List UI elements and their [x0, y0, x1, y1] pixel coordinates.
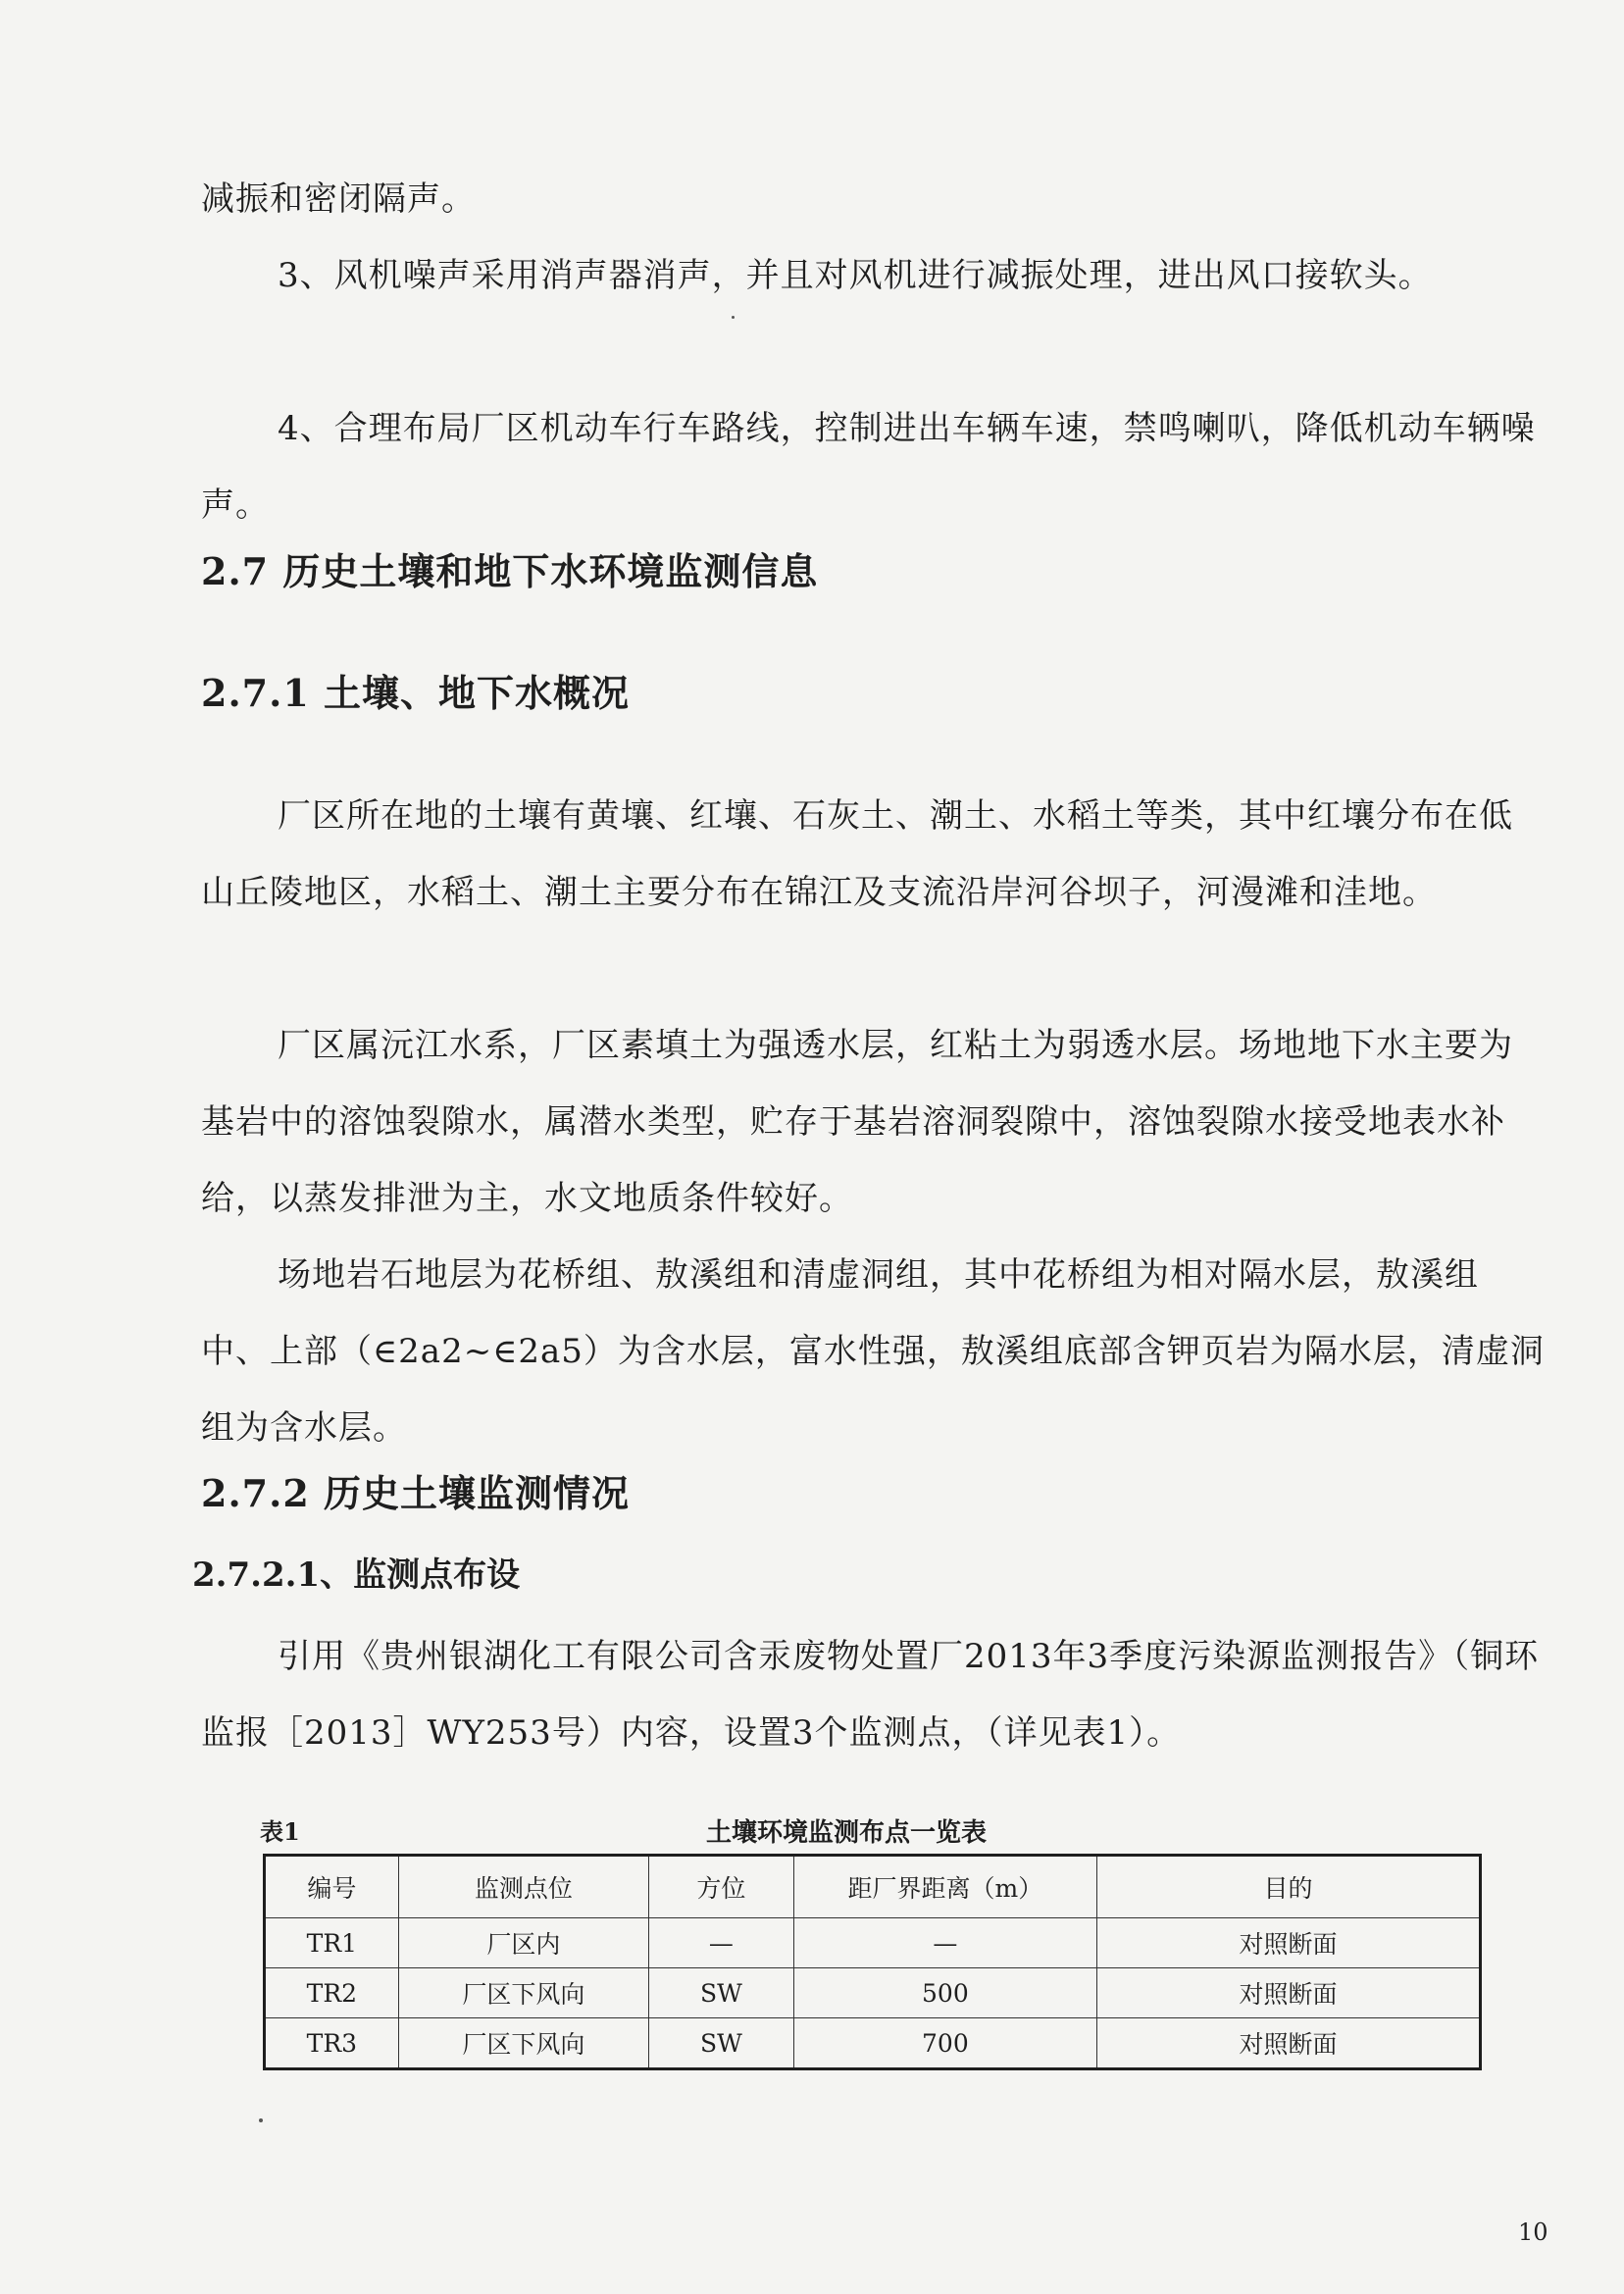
cell-id: TR1	[265, 1918, 399, 1968]
table-row	[265, 2018, 1481, 2069]
cell-direction: SW	[649, 1968, 794, 2018]
paragraph-noise-end: 减振和密闭隔声。	[201, 179, 476, 219]
cell-purpose: 对照断面	[1097, 1918, 1481, 1968]
cell-location: 厂区内	[398, 1918, 648, 1968]
cell-purpose: 对照断面	[1097, 2018, 1481, 2069]
paragraph-rock-strata: 场地岩石地层为花桥组、敖溪组和清虚洞组，其中花桥组为相对隔水层，敖溪组中、上部（∈2a2~∈2a5）为含水层，富水性强，敖溪组底部含钾页岩为隔水层，清虚洞组为含水层。	[201, 1255, 1545, 1448]
table-label: 表1	[260, 1817, 300, 1846]
cell-id: TR3	[265, 2018, 399, 2069]
section-heading-2-7-1: 2.7.1 土壤、地下水概况	[201, 671, 631, 715]
paragraph-fan-noise: 3、风机噪声采用消声器消声，并且对风机进行减振处理，进出风口接软头。	[278, 256, 1433, 295]
table-row	[265, 1918, 1481, 1968]
cell-direction: SW	[649, 2018, 794, 2069]
header-direction: 方位	[649, 1856, 794, 1918]
paragraph-vehicle-noise: 4、合理布局厂区机动车行车路线，控制进出车辆车速，禁鸣喇叭，降低机动车辆噪声。	[201, 409, 1536, 525]
cell-location: 厂区下风向	[398, 1968, 648, 2018]
cell-location: 厂区下风向	[398, 2018, 648, 2069]
stray-mark	[732, 316, 735, 319]
cell-purpose: 对照断面	[1097, 1968, 1481, 2018]
header-id: 编号	[265, 1856, 399, 1918]
cell-distance: 500	[793, 1968, 1096, 2018]
page-number: 10	[1518, 2218, 1548, 2246]
soil-monitoring-table	[263, 1854, 1482, 2070]
section-heading-2-7-2-1: 2.7.2.1、监测点布设	[192, 1555, 521, 1595]
table-title: 土壤环境监测布点一览表	[705, 1818, 987, 1848]
cell-distance: —	[793, 1918, 1096, 1968]
header-distance: 距厂界距离（m）	[793, 1856, 1096, 1918]
cell-distance: 700	[793, 2018, 1096, 2069]
paragraph-monitoring-points: 引用《贵州银湖化工有限公司含汞废物处置厂2013年3季度污染源监测报告》（铜环监报［2013］WY253号）内容，设置3个监测点，（详见表1）。	[201, 1637, 1540, 1753]
header-purpose: 目的	[1097, 1856, 1481, 1918]
table-header-row	[265, 1856, 1481, 1918]
table-row	[265, 1968, 1481, 2018]
stray-mark	[259, 2118, 263, 2122]
section-heading-2-7: 2.7 历史土壤和地下水环境监测信息	[201, 549, 819, 593]
cell-id: TR2	[265, 1968, 399, 2018]
header-location: 监测点位	[398, 1856, 648, 1918]
cell-direction: —	[649, 1918, 794, 1968]
paragraph-soil-types: 厂区所在地的土壤有黄壤、红壤、石灰土、潮土、水稻土等类，其中红壤分布在低山丘陵地区，水稻土、潮土主要分布在锦江及支流沿岸河谷坝子，河漫滩和洼地。	[201, 796, 1513, 912]
paragraph-groundwater: 厂区属沅江水系，厂区素填土为强透水层，红粘土为弱透水层。场地地下水主要为基岩中的溶蚀裂隙水，属潜水类型，贮存于基岩溶洞裂隙中，溶蚀裂隙水接受地表水补给，以蒸发排泄为主，水文地质条件较好。	[201, 1026, 1513, 1218]
section-heading-2-7-2: 2.7.2 历史土壤监测情况	[201, 1471, 631, 1515]
